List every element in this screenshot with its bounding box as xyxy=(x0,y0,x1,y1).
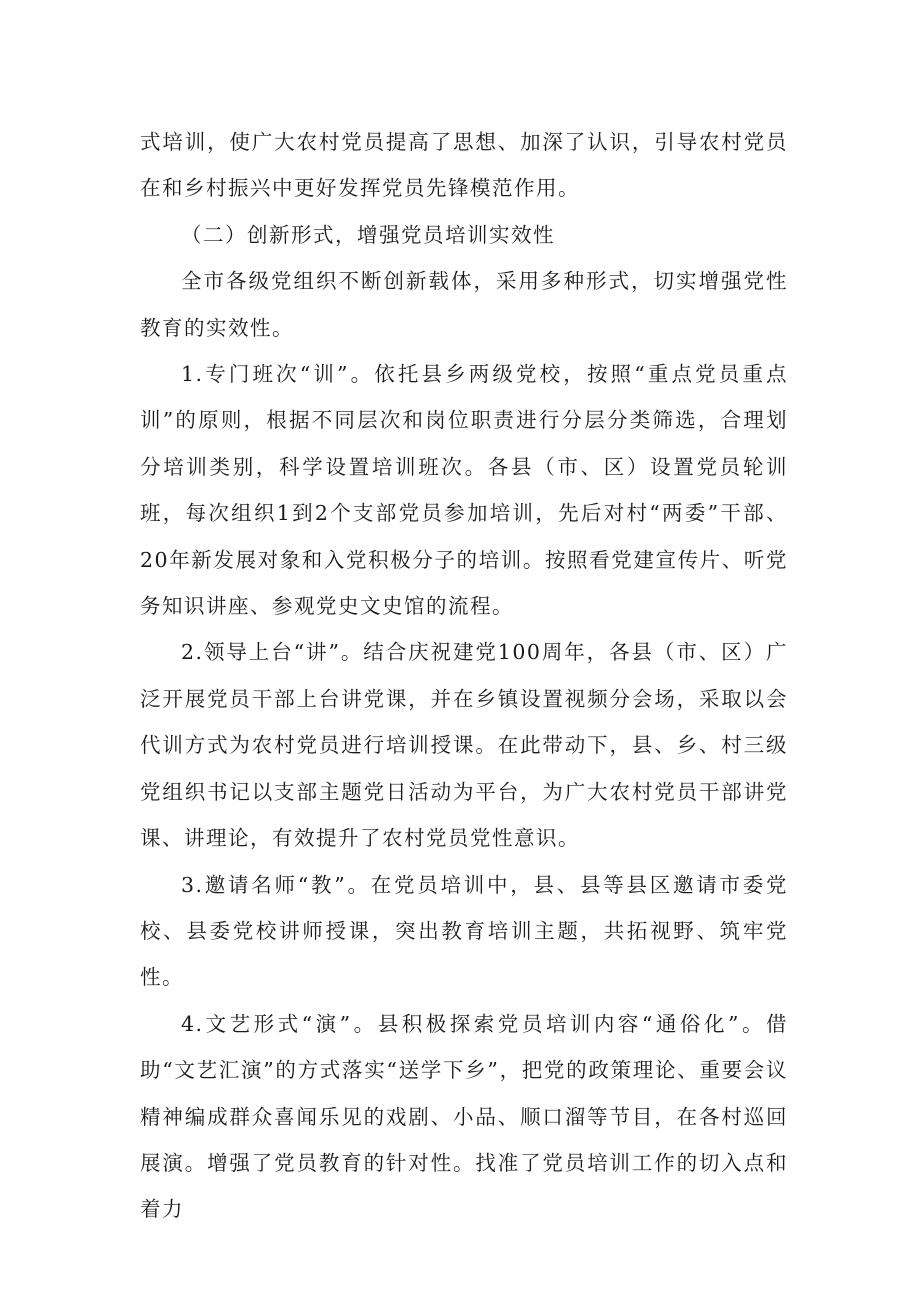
paragraph-intro: 全市各级党组织不断创新载体，采用多种形式，切实增强党性教育的实效性。 xyxy=(140,269,788,340)
paragraph-item-4: 4.文艺形式“演”。县积极探索党员培训内容“通俗化”。借助“文艺汇演”的方式落实“送学下乡”，把党的政策理论、重要会议精神编成群众喜闻乐见的戏剧、小品、顺口溜等节目，在各村巡回展演。增强了党员教育的针对性。找准了党员培训工作的切入点和着力 xyxy=(140,1011,788,1222)
paragraph-item-3: 3.邀请名师“教”。在党员培训中，县、县等县区邀请市委党校、县委党校讲师授课，突出教育培训主题，共拓视野、筑牢党性。 xyxy=(140,872,788,990)
section-heading: （二）创新形式，增强党员培训实效性 xyxy=(181,222,555,247)
paragraph-item-1: 1.专门班次“训”。依托县乡两级党校，按照“重点党员重点训”的原则，根据不同层次和岗位职责进行分层分类筛选，合理划分培训类别，科学设置培训班次。各县（市、区）设置党员轮训班，每次组织1到2个支部党员参加培训，先后对村“两委”干部、20年新发展对象和入党积极分子的培训。按照看党建宣传片、听党务知识讲座、参观党史文史馆的流程。 xyxy=(140,362,788,619)
paragraph-item-2: 2.领导上台“讲”。结合庆祝建党100周年，各县（市、区）广泛开展党员干部上台讲党课，并在乡镇设置视频分会场，采取以会代训方式为农村党员进行培训授课。在此带动下，县、乡、村三级党组织书记以支部主题党日活动为平台，为广大农村党员干部讲党课、讲理论，有效提升了农村党员党性意识。 xyxy=(140,640,788,851)
paragraph-1: 式培训，使广大农村党员提高了思想、加深了认识，引导农村党员在和乡村振兴中更好发挥党员先锋模范作用。 xyxy=(140,130,788,201)
document-body xyxy=(140,119,788,1233)
